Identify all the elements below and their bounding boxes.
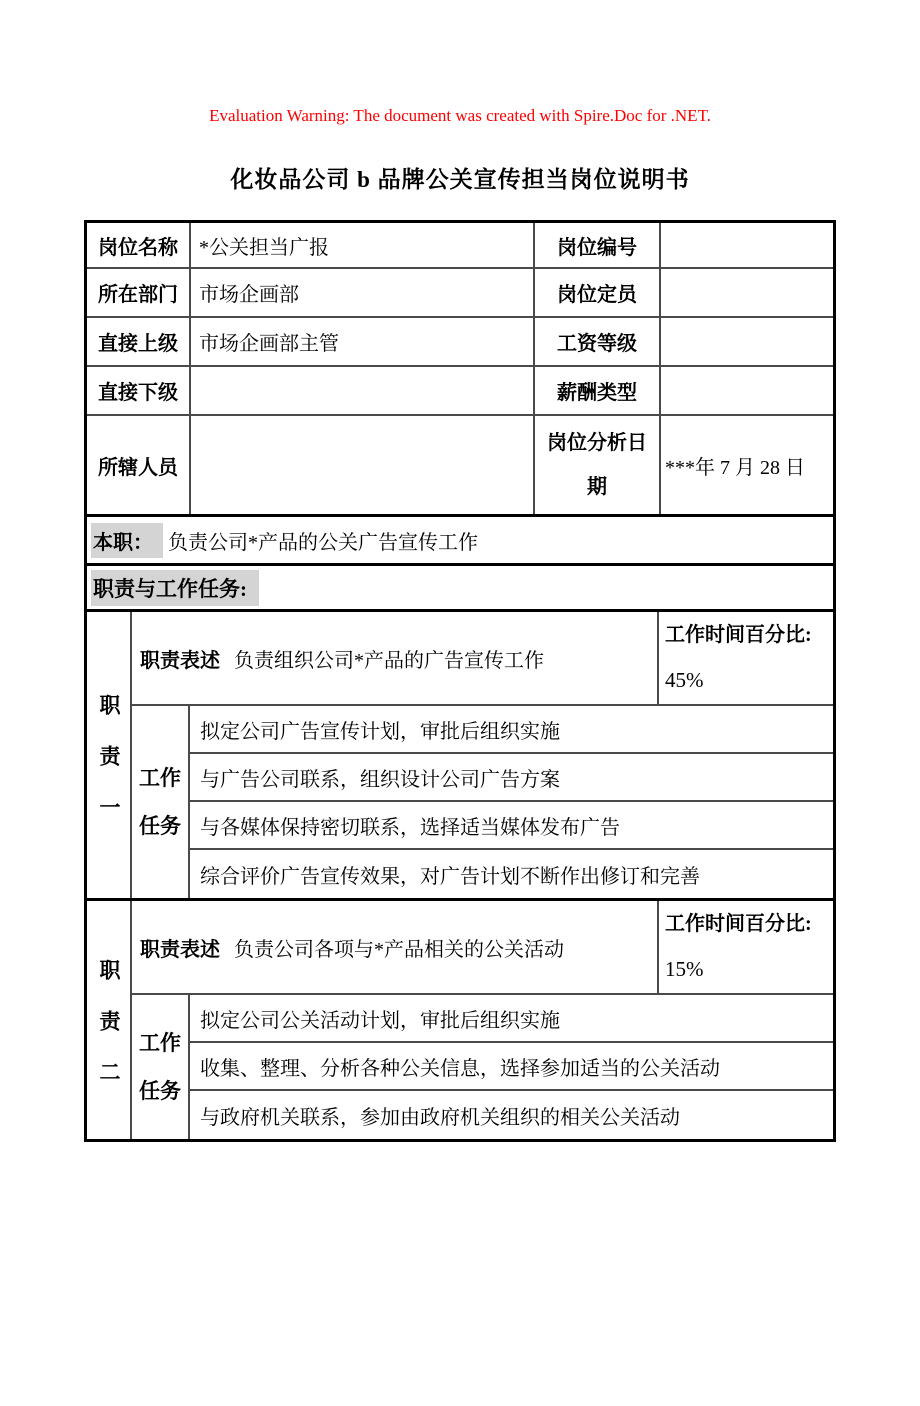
duty-1-task-2: 与广告公司联系，组织设计公司广告方案 — [190, 754, 833, 802]
info-value-position-name: *公关担当广报 — [191, 223, 535, 269]
duty-2-time-percentage-label: 工作时间百分比: — [665, 913, 812, 935]
info-section — [87, 223, 833, 514]
page-title: 化妆品公司 b 品牌公关宣传担当岗位说明书 — [230, 167, 690, 192]
duty-1-time-percentage-label: 工作时间百分比: — [665, 624, 812, 646]
info-label-pay-type: 薪酬类型 — [535, 367, 661, 416]
duty-2-description-text: 负责公司各项与*产品相关的公关活动 — [234, 938, 564, 961]
info-label-department: 所在部门 — [87, 269, 191, 318]
duty-1-description-label: 职责表述 — [140, 649, 220, 672]
duty-2-description-label: 职责表述 — [140, 938, 220, 961]
duty-1-description-text: 负责组织公司*产品的广告宣传工作 — [234, 649, 544, 672]
duty-1-time-percentage-cell — [659, 612, 833, 706]
duties-section-header — [87, 563, 833, 612]
info-value-analysis-date: ***年 7 月 28 日 — [665, 456, 805, 479]
duty-1-name-text: 职责一 — [97, 693, 121, 847]
job-summary-row — [87, 514, 833, 563]
duty-2-name — [87, 901, 132, 1139]
duty-1-tasks-label: 工作任务 — [132, 706, 190, 898]
duty-2-section — [87, 898, 833, 1139]
info-label-direct-subordinate: 直接下级 — [87, 367, 191, 416]
duty-2-time-percentage-value: 15% — [665, 957, 704, 981]
info-value-salary-grade — [661, 318, 833, 367]
duty-1-time-percentage-value: 45% — [665, 668, 704, 692]
info-label-salary-grade: 工资等级 — [535, 318, 661, 367]
info-label-position-code: 岗位编号 — [535, 223, 661, 269]
job-summary-value: 负责公司*产品的公关广告宣传工作 — [168, 531, 478, 554]
info-value-department: 市场企画部 — [191, 269, 535, 318]
duty-1-section — [87, 612, 833, 898]
duty-1-name — [87, 612, 132, 898]
info-value-direct-subordinate — [191, 367, 535, 416]
duty-2-tasks-label: 工作任务 — [132, 995, 190, 1139]
info-label-analysis-date: 岗位分析日期 — [535, 416, 661, 514]
info-label-direct-superior: 直接上级 — [87, 318, 191, 367]
info-value-direct-superior: 市场企画部主管 — [191, 318, 535, 367]
info-label-position-name: 岗位名称 — [87, 223, 191, 269]
duty-2-description-cell — [132, 901, 659, 995]
duty-2-task-3: 与政府机关联系，参加由政府机关组织的相关公关活动 — [200, 1106, 680, 1129]
duty-1-task-1: 拟定公司广告宣传计划，审批后组织实施 — [190, 706, 833, 754]
evaluation-warning-banner: Evaluation Warning: The document was created with Spire.Doc for .NET. — [209, 106, 711, 125]
info-value-headcount — [661, 269, 833, 318]
duty-1-task-3: 与各媒体保持密切联系，选择适当媒体发布广告 — [190, 802, 833, 850]
document-body — [84, 166, 836, 1142]
job-description-table — [84, 220, 836, 1142]
duty-1-task-4: 综合评价广告宣传效果，对广告计划不断作出修订和完善 — [200, 865, 700, 888]
info-value-staff-managed — [191, 416, 535, 514]
info-value-pay-type — [661, 367, 833, 416]
duty-2-name-text: 职责二 — [97, 958, 121, 1112]
job-summary-label: 本职： — [91, 523, 163, 558]
duty-2-task-1: 拟定公司公关活动计划，审批后组织实施 — [190, 995, 833, 1043]
duty-2-time-percentage-cell — [659, 901, 833, 995]
info-value-position-code — [661, 223, 833, 269]
duty-2-task-2: 收集、整理、分析各种公关信息，选择参加适当的公关活动 — [190, 1043, 833, 1091]
info-label-headcount: 岗位定员 — [535, 269, 661, 318]
duties-section-header-label: 职责与工作任务: — [91, 570, 259, 606]
duty-1-description-cell — [132, 612, 659, 706]
info-label-staff-managed: 所辖人员 — [87, 416, 191, 514]
